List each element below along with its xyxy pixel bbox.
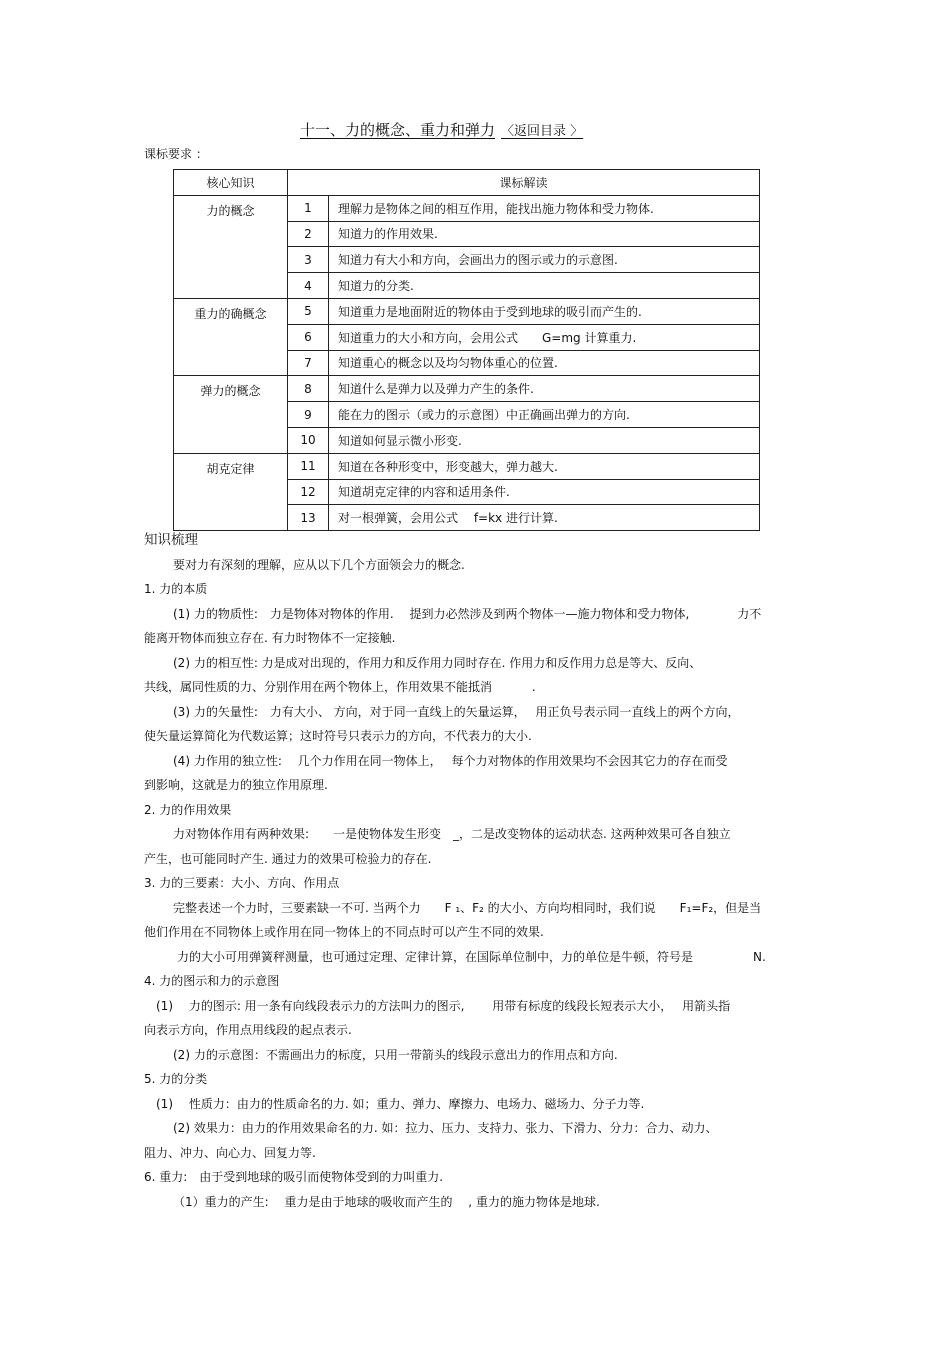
row-description: 知道重力是地面附近的物体由于受到地球的吸引而产生的. xyxy=(329,298,760,324)
row-number: 6 xyxy=(288,324,329,350)
paragraph-line: （1）重力的产生: 重力是由于地球的吸收而产生的 , 重力的施力物体是地球. xyxy=(173,1194,600,1209)
row-number: 2 xyxy=(288,221,329,247)
subsection-title: 4. 力的图示和力的示意图 xyxy=(144,974,280,988)
requirements-label: 课标要求 ： xyxy=(144,147,208,161)
category-cell: 胡克定律 xyxy=(174,453,288,530)
header-standard-interpretation: 课标解读 xyxy=(288,170,760,196)
subsection-title: 1. 力的本质 xyxy=(144,582,208,596)
paragraph-line: 产生，也可能同时产生. 通过力的效果可检验力的存在. xyxy=(144,851,432,866)
standards-table xyxy=(173,169,760,531)
paragraph-line: 使矢量运算简化为代数运算；这时符号只表示力的方向，不代表力的大小. xyxy=(144,729,532,743)
section-heading: 知识梳理 xyxy=(144,532,198,548)
row-description: 理解力是物体之间的相互作用，能找出施力物体和受力物体. xyxy=(329,195,760,221)
subsection-title: 3. 力的三要素：大小、方向、作用点 xyxy=(144,876,340,890)
paragraph-line: 向表示方向，作用点用线段的起点表示. xyxy=(144,1023,352,1037)
row-number: 12 xyxy=(288,479,329,505)
paragraph-line: (4) 力作用的独立性: 几个力作用在同一物体上， 每个力对物体的作用效果均不会因其它力的存在而受 xyxy=(173,753,728,768)
back-to-contents-link[interactable]: 〈返回目录 〉 xyxy=(501,124,584,139)
row-description: 知道重力的大小和方向，会用公式 G=mg 计算重力. xyxy=(329,324,760,350)
paragraph-line: (3) 力的矢量性: 力有大小、 方向，对于同一直线上的矢量运算， 用正负号表示同一直线上的两个方向， xyxy=(173,704,740,719)
table-row xyxy=(174,453,760,479)
paragraph-line: 完整表述一个力时，三要素缺一不可. 当两个力 F ₁、F₂ 的大小、方向均相同时，我们说 F₁=F₂，但是当 xyxy=(173,900,762,915)
knowledge-summary xyxy=(144,528,809,1214)
row-number: 10 xyxy=(288,427,329,453)
paragraph-line: 共线，属同性质的力、分别作用在两个物体上，作用效果不能抵消 . xyxy=(144,680,536,694)
row-description: 知道在各种形变中，形变越大，弹力越大. xyxy=(329,453,760,479)
category-cell: 弹力的概念 xyxy=(174,376,288,453)
category-cell: 力的概念 xyxy=(174,195,288,298)
subsection-title: 6. 重力: 由于受到地球的吸引而使物体受到的力叫重力. xyxy=(144,1170,444,1184)
row-number: 3 xyxy=(288,247,329,273)
subsection-title: 2. 力的作用效果 xyxy=(144,802,232,817)
paragraph-line: (2) 力的示意图：不需画出力的标度，只用一带箭头的线段示意出力的作用点和方向. xyxy=(173,1047,618,1062)
paragraph-line: 到影响，这就是力的独立作用原理. xyxy=(144,778,328,792)
row-description: 知道如何显示微小形变. xyxy=(329,427,760,453)
table-row xyxy=(174,195,760,221)
row-number: 11 xyxy=(288,453,329,479)
paragraph-line: 能离开物体而独立存在. 有力时物体不一定接触. xyxy=(144,631,396,645)
table-row xyxy=(174,298,760,324)
row-description: 知道重心的概念以及均匀物体重心的位置. xyxy=(329,350,760,376)
row-number: 13 xyxy=(288,505,329,531)
row-description: 能在力的图示（或力的示意图）中正确画出弹力的方向. xyxy=(329,402,760,428)
row-number: 9 xyxy=(288,402,329,428)
row-description: 知道力有大小和方向，会画出力的图示或力的示意图. xyxy=(329,247,760,273)
header-core-knowledge: 核心知识 xyxy=(174,170,288,196)
row-description: 知道力的作用效果. xyxy=(329,221,760,247)
paragraph-line: (1) 力的物质性: 力是物体对物体的作用. 提到力必然涉及到两个物体一—施力物体和受力物体, 力不 xyxy=(173,606,762,621)
row-number: 8 xyxy=(288,376,329,402)
row-number: 4 xyxy=(288,273,329,299)
paragraph-line: 力的大小可用弹簧秤测量，也可通过定理、定律计算，在国际单位制中，力的单位是牛顿，符号是 N. xyxy=(177,949,766,964)
row-description: 知道力的分类. xyxy=(329,273,760,299)
paragraph-line: (2) 力的相互性: 力是成对出现的，作用力和反作用力同时存在. 作用力和反作用力总是等大、反向、 xyxy=(173,655,702,670)
category-cell: 重力的确概念 xyxy=(174,298,288,375)
row-description: 知道什么是弹力以及弹力产生的条件. xyxy=(329,376,760,402)
subsection-title: 5. 力的分类 xyxy=(144,1072,208,1086)
paragraph-line: (1) 性质力：由力的性质命名的力. 如；重力、弹力、摩擦力、电场力、磁场力、分子力等. xyxy=(156,1096,645,1111)
paragraph-line: (2) 效果力：由力的作用效果命名的力. 如：拉力、压力、支持力、张力、下滑力、分力：合力、动力、 xyxy=(173,1121,718,1135)
row-number: 5 xyxy=(288,298,329,324)
table-header-row xyxy=(174,170,760,196)
intro-paragraph: 要对力有深刻的理解，应从以下几个方面领会力的概念. xyxy=(173,557,465,572)
row-description: 知道胡克定律的内容和适用条件. xyxy=(329,479,760,505)
paragraph-line: 力对物体作用有两种效果: 一是使物体发生形变 _，二是改变物体的运动状态. 这两种效果可各自独立 xyxy=(173,827,731,841)
paragraph-line: 他们作用在不同物体上或作用在同一物体上的不同点时可以产生不同的效果. xyxy=(144,925,544,939)
row-number: 7 xyxy=(288,350,329,376)
paragraph-line: (1) 力的图示: 用一条有向线段表示力的方法叫力的图示, 用带有标度的线段长短表示大小， 用箭头指 xyxy=(156,998,731,1013)
row-number: 1 xyxy=(288,195,329,221)
paragraph-line: 阻力、冲力、向心力、回复力等. xyxy=(144,1145,316,1160)
table-row xyxy=(174,376,760,402)
page-title xyxy=(300,119,660,143)
row-description: 对一根弹簧，会用公式 f=kx 进行计算. xyxy=(329,505,760,531)
chapter-title: 十一、力的概念、重力和弹力 xyxy=(300,121,496,139)
